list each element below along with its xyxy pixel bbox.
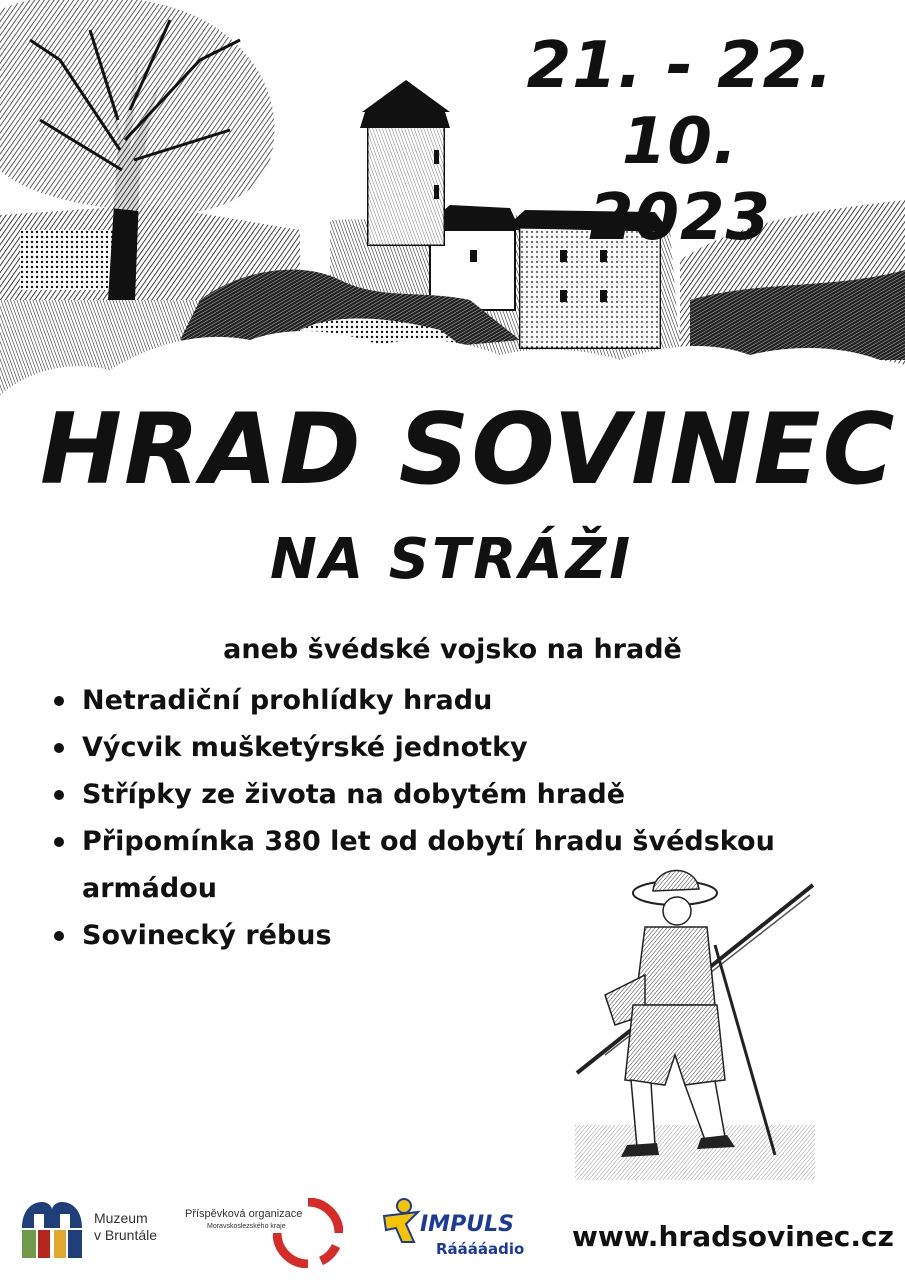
- program-item-text: Sovinecký rébus: [82, 920, 332, 951]
- program-item-text: Střípky ze života na dobytém hradě: [82, 779, 626, 810]
- bullet-icon: [54, 790, 64, 800]
- bullet-icon: [54, 743, 64, 753]
- organization-line2: Moravskoslezského kraje: [207, 1223, 286, 1230]
- impuls-figure-icon: [380, 1198, 422, 1246]
- event-title: HRAD SOVINEC: [40, 393, 897, 507]
- event-date-year: 2023: [588, 181, 772, 255]
- organization-logo: [185, 1198, 345, 1268]
- event-date: [470, 28, 890, 256]
- radio-brand: IMPULS: [420, 1212, 514, 1237]
- event-tagline: aneb švédské vojsko na hradě: [223, 634, 682, 665]
- bullet-icon: [54, 696, 64, 706]
- website-url: www.hradsovinec.cz: [572, 1220, 894, 1253]
- region-ring-icon: [273, 1198, 343, 1268]
- museum-m-icon: [20, 1200, 84, 1260]
- radio-slogan: Rááááadio: [436, 1240, 525, 1258]
- footer: [0, 1190, 905, 1280]
- musketeer-image: [575, 855, 815, 1180]
- museum-logo: [20, 1200, 180, 1260]
- event-subtitle: NA STRÁŽI: [270, 527, 634, 592]
- program-item-text: Připomínka 380 let od dobytí hradu švédskou armádou: [82, 826, 775, 904]
- bullet-icon: [54, 837, 64, 847]
- program-item: [54, 724, 814, 771]
- organization-line1: Příspěvková organizace: [185, 1208, 303, 1220]
- radio-impuls-logo: [380, 1198, 540, 1263]
- program-item-text: Výcvik mušketýrské jednotky: [82, 732, 528, 763]
- program-item-text: Netradiční prohlídky hradu: [82, 685, 493, 716]
- program-item: [54, 677, 814, 724]
- event-date-days: 21. - 22. 10.: [526, 29, 834, 179]
- bullet-icon: [54, 931, 64, 941]
- museum-name-line2: v Bruntále: [94, 1227, 158, 1243]
- program-item: [54, 771, 814, 818]
- museum-name-line1: Muzeum: [94, 1210, 148, 1226]
